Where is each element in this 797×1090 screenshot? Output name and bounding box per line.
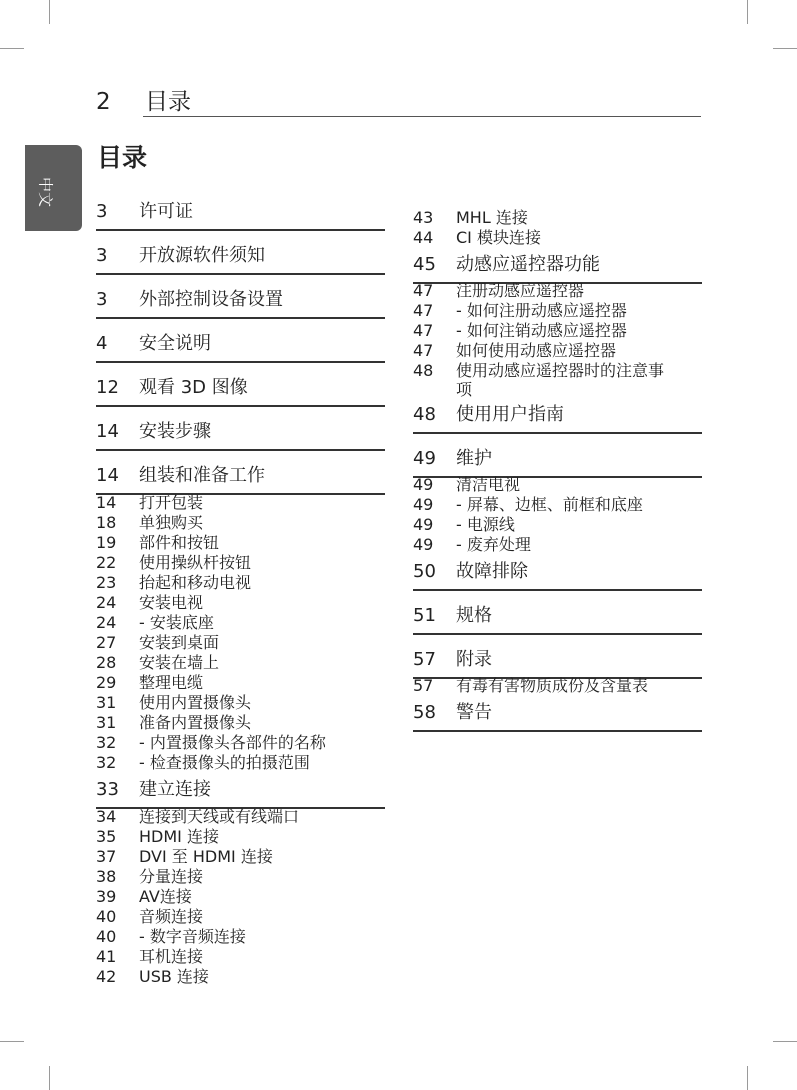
toc-page-number: 43: [413, 208, 434, 227]
toc-entry-title: 分量连接: [139, 867, 204, 886]
toc-page-number: 14: [96, 421, 119, 442]
toc-page-number: 32: [96, 753, 117, 772]
toc-page-number: 34: [96, 807, 117, 826]
toc-page-number: 19: [96, 533, 117, 552]
toc-entry-title: HDMI 连接: [139, 827, 219, 846]
toc-entry-title: 有毒有害物质成份及含量表: [456, 676, 649, 695]
toc-page-number: 27: [96, 633, 117, 652]
toc-entry-title: 项: [456, 380, 473, 399]
toc-entry-title: - 检查摄像头的拍摄范围: [139, 753, 310, 772]
toc-entry-title: - 安装底座: [139, 613, 214, 632]
toc-page-number: 38: [96, 867, 117, 886]
section-divider: [96, 229, 385, 231]
toc-entry-title: 观看 3D 图像: [139, 377, 248, 398]
toc-page-number: 3: [96, 201, 108, 222]
toc-entry-title: 外部控制设备设置: [139, 289, 283, 310]
crop-mark: [773, 1041, 797, 1042]
toc-entry-title: - 电源线: [456, 515, 515, 534]
toc-page-number: 47: [413, 321, 434, 340]
crop-mark: [747, 0, 748, 24]
toc-page-number: 50: [413, 561, 436, 582]
toc-entry-title: 单独购买: [139, 513, 204, 532]
toc-page-number: 14: [96, 493, 117, 512]
toc-page-number: 31: [96, 713, 117, 732]
toc-entry-title: 动感应遥控器功能: [456, 254, 600, 275]
page-title: 目录: [97, 143, 148, 172]
toc-page-number: 4: [96, 333, 108, 354]
toc-entry-title: 抬起和移动电视: [139, 573, 252, 592]
toc-page-number: 24: [96, 593, 117, 612]
section-divider: [413, 633, 702, 635]
toc-page-number: 45: [413, 254, 436, 275]
toc-entry-title: 故障排除: [456, 561, 528, 582]
toc-entry-title: 规格: [456, 605, 492, 626]
toc-entry-title: 警告: [456, 702, 492, 723]
toc-page-number: 47: [413, 341, 434, 360]
toc-page-number: 51: [413, 605, 436, 626]
crop-mark: [0, 48, 24, 49]
toc-entry-title: 安全说明: [139, 333, 211, 354]
header-title: 目录: [145, 89, 191, 115]
toc-entry-title: 清洁电视: [456, 475, 521, 494]
toc-entry-title: 使用用户指南: [456, 404, 564, 425]
toc-page-number: 12: [96, 377, 119, 398]
crop-mark: [49, 0, 50, 24]
toc-page-number: 57: [413, 649, 436, 670]
toc-entry-title: 注册动感应遥控器: [456, 281, 585, 300]
toc-entry-title: 使用内置摄像头: [139, 693, 252, 712]
toc-page-number: 3: [96, 245, 108, 266]
toc-entry-title: - 如何注销动感应遥控器: [456, 321, 627, 340]
toc-page-number: 47: [413, 281, 434, 300]
section-divider: [413, 730, 702, 732]
toc-entry-title: 安装在墙上: [139, 653, 220, 672]
toc-entry-title: 安装电视: [139, 593, 204, 612]
toc-page-number: 24: [96, 613, 117, 632]
toc-page-number: 18: [96, 513, 117, 532]
toc-entry-title: 使用动感应遥控器时的注意事: [456, 361, 665, 380]
toc-entry-title: 安装步骤: [139, 421, 211, 442]
section-divider: [413, 432, 702, 434]
header-page-number: 2: [96, 89, 111, 115]
toc-page-number: 3: [96, 289, 108, 310]
toc-page-number: 14: [96, 465, 119, 486]
toc-page-number: 48: [413, 361, 434, 380]
toc-page-number: 29: [96, 673, 117, 692]
section-divider: [96, 449, 385, 451]
language-tab: [25, 145, 82, 231]
toc-entry-title: 耳机连接: [139, 947, 204, 966]
toc-entry-title: 维护: [456, 448, 492, 469]
toc-entry-title: 连接到天线或有线端口: [139, 807, 300, 826]
toc-entry-title: 附录: [456, 649, 492, 670]
toc-entry-title: - 内置摄像头各部件的名称: [139, 733, 326, 752]
section-divider: [96, 405, 385, 407]
toc-page-number: 40: [96, 927, 117, 946]
toc-entry-title: 组装和准备工作: [139, 465, 265, 486]
toc-entry-title: DVI 至 HDMI 连接: [139, 847, 273, 866]
toc-page-number: 47: [413, 301, 434, 320]
toc-entry-title: CI 模块连接: [456, 228, 541, 247]
toc-entry-title: - 如何注册动感应遥控器: [456, 301, 627, 320]
toc-page-number: 33: [96, 779, 119, 800]
toc-page-number: 48: [413, 404, 436, 425]
crop-mark: [0, 1041, 24, 1042]
toc-entry-title: AV连接: [139, 887, 192, 906]
toc-page-number: 57: [413, 676, 434, 695]
toc-page-number: 37: [96, 847, 117, 866]
toc-entry-title: 建立连接: [139, 779, 211, 800]
crop-mark: [747, 1066, 748, 1090]
toc-entry-title: - 屏幕、边框、前框和底座: [456, 495, 643, 514]
toc-page-number: 39: [96, 887, 117, 906]
toc-entry-title: 许可证: [139, 201, 193, 222]
toc-page-number: 23: [96, 573, 117, 592]
toc-entry-title: 部件和按钮: [139, 533, 220, 552]
toc-page-number: 42: [96, 967, 117, 986]
toc-entry-title: - 废弃处理: [456, 535, 531, 554]
toc-page-number: 49: [413, 515, 434, 534]
toc-entry-title: MHL 连接: [456, 208, 528, 227]
toc-entry-title: USB 连接: [139, 967, 209, 986]
toc-entry-title: 音频连接: [139, 907, 204, 926]
crop-mark: [773, 48, 797, 49]
toc-entry-title: 开放源软件须知: [139, 245, 265, 266]
language-tab-label: 中文: [36, 176, 55, 208]
toc-page-number: 58: [413, 702, 436, 723]
toc-page-number: 35: [96, 827, 117, 846]
toc-page-number: 22: [96, 553, 117, 572]
toc-page-number: 31: [96, 693, 117, 712]
toc-page-number: 49: [413, 535, 434, 554]
header-divider: [143, 116, 701, 117]
toc-page-number: 28: [96, 653, 117, 672]
toc-entry-title: 使用操纵杆按钮: [139, 553, 252, 572]
toc-page-number: 49: [413, 475, 434, 494]
toc-entry-title: 打开包装: [139, 493, 204, 512]
toc-page-number: 40: [96, 907, 117, 926]
toc-entry-title: 整理电缆: [139, 673, 204, 692]
toc-entry-title: - 数字音频连接: [139, 927, 246, 946]
section-divider: [96, 273, 385, 275]
toc-page-number: 32: [96, 733, 117, 752]
section-divider: [96, 317, 385, 319]
section-divider: [96, 361, 385, 363]
toc-page-number: 44: [413, 228, 434, 247]
toc-page-number: 49: [413, 495, 434, 514]
toc-entry-title: 如何使用动感应遥控器: [456, 341, 617, 360]
toc-page-number: 49: [413, 448, 436, 469]
toc-page-number: 41: [96, 947, 117, 966]
toc-entry-title: 准备内置摄像头: [139, 713, 252, 732]
toc-entry-title: 安装到桌面: [139, 633, 220, 652]
crop-mark: [49, 1066, 50, 1090]
section-divider: [413, 589, 702, 591]
